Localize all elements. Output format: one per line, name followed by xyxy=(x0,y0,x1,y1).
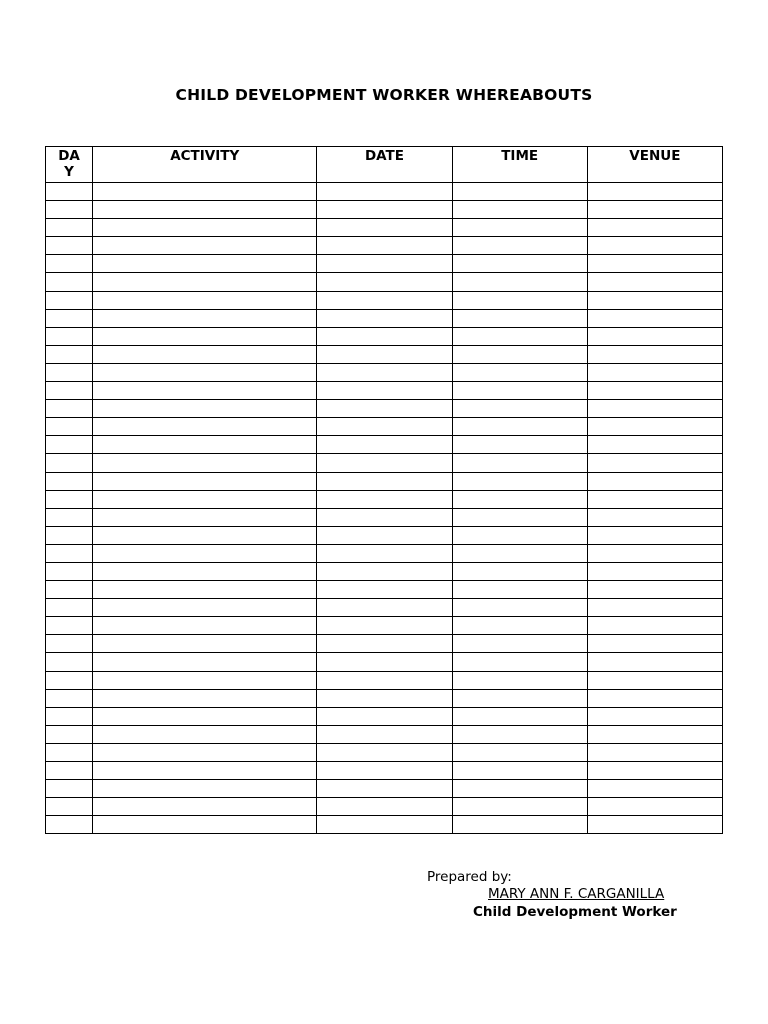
cell-venue[interactable] xyxy=(587,273,722,291)
cell-date[interactable] xyxy=(317,526,452,544)
cell-date[interactable] xyxy=(317,273,452,291)
cell-date[interactable] xyxy=(317,562,452,580)
cell-time[interactable] xyxy=(452,635,587,653)
cell-activity[interactable] xyxy=(93,436,317,454)
cell-time[interactable] xyxy=(452,436,587,454)
cell-date[interactable] xyxy=(317,436,452,454)
cell-day[interactable] xyxy=(46,816,93,834)
cell-day[interactable] xyxy=(46,219,93,237)
table-row xyxy=(46,798,723,816)
cell-activity[interactable] xyxy=(93,653,317,671)
cell-venue[interactable] xyxy=(587,671,722,689)
cell-time[interactable] xyxy=(452,201,587,219)
cell-venue[interactable] xyxy=(587,454,722,472)
header-day xyxy=(46,147,93,183)
cell-venue[interactable] xyxy=(587,689,722,707)
cell-venue[interactable] xyxy=(587,327,722,345)
cell-date[interactable] xyxy=(317,635,452,653)
cell-activity[interactable] xyxy=(93,816,317,834)
cell-time[interactable] xyxy=(452,273,587,291)
prepared-by-label: Prepared by: xyxy=(427,869,512,885)
cell-day[interactable] xyxy=(46,617,93,635)
cell-day[interactable] xyxy=(46,400,93,418)
table-row xyxy=(46,508,723,526)
cell-day[interactable] xyxy=(46,689,93,707)
cell-activity[interactable] xyxy=(93,780,317,798)
cell-date[interactable] xyxy=(317,617,452,635)
cell-activity[interactable] xyxy=(93,562,317,580)
table-row xyxy=(46,345,723,363)
cell-time[interactable] xyxy=(452,309,587,327)
cell-venue[interactable] xyxy=(587,309,722,327)
cell-day[interactable] xyxy=(46,544,93,562)
cell-date[interactable] xyxy=(317,201,452,219)
table-row xyxy=(46,219,723,237)
cell-day[interactable] xyxy=(46,345,93,363)
cell-day[interactable] xyxy=(46,581,93,599)
cell-venue[interactable] xyxy=(587,725,722,743)
cell-activity[interactable] xyxy=(93,418,317,436)
table-row xyxy=(46,490,723,508)
table-row xyxy=(46,400,723,418)
cell-date[interactable] xyxy=(317,237,452,255)
cell-date[interactable] xyxy=(317,599,452,617)
header-day-line2: Y xyxy=(64,164,74,180)
cell-activity[interactable] xyxy=(93,725,317,743)
cell-activity[interactable] xyxy=(93,762,317,780)
cell-venue[interactable] xyxy=(587,581,722,599)
cell-date[interactable] xyxy=(317,780,452,798)
cell-day[interactable] xyxy=(46,472,93,490)
cell-time[interactable] xyxy=(452,237,587,255)
table-row xyxy=(46,363,723,381)
cell-time[interactable] xyxy=(452,544,587,562)
cell-day[interactable] xyxy=(46,291,93,309)
header-activity: ACTIVITY xyxy=(93,147,317,183)
cell-date[interactable] xyxy=(317,183,452,201)
cell-day[interactable] xyxy=(46,273,93,291)
cell-time[interactable] xyxy=(452,707,587,725)
cell-date[interactable] xyxy=(317,816,452,834)
cell-venue[interactable] xyxy=(587,490,722,508)
cell-day[interactable] xyxy=(46,490,93,508)
cell-day[interactable] xyxy=(46,526,93,544)
cell-venue[interactable] xyxy=(587,436,722,454)
cell-activity[interactable] xyxy=(93,255,317,273)
header-day-line1: DA xyxy=(58,148,80,164)
table-row xyxy=(46,454,723,472)
cell-time[interactable] xyxy=(452,816,587,834)
table-row xyxy=(46,599,723,617)
cell-time[interactable] xyxy=(452,400,587,418)
cell-day[interactable] xyxy=(46,762,93,780)
cell-time[interactable] xyxy=(452,345,587,363)
cell-day[interactable] xyxy=(46,599,93,617)
cell-day[interactable] xyxy=(46,780,93,798)
cell-time[interactable] xyxy=(452,581,587,599)
cell-activity[interactable] xyxy=(93,581,317,599)
cell-venue[interactable] xyxy=(587,743,722,761)
cell-time[interactable] xyxy=(452,780,587,798)
cell-day[interactable] xyxy=(46,418,93,436)
cell-date[interactable] xyxy=(317,363,452,381)
table-row xyxy=(46,291,723,309)
cell-date[interactable] xyxy=(317,653,452,671)
cell-time[interactable] xyxy=(452,291,587,309)
cell-day[interactable] xyxy=(46,454,93,472)
cell-time[interactable] xyxy=(452,454,587,472)
cell-time[interactable] xyxy=(452,599,587,617)
preparer-name: MARY ANN F. CARGANILLA xyxy=(488,886,665,902)
cell-venue[interactable] xyxy=(587,617,722,635)
table-row xyxy=(46,183,723,201)
table-row xyxy=(46,780,723,798)
cell-day[interactable] xyxy=(46,653,93,671)
cell-venue[interactable] xyxy=(587,798,722,816)
cell-activity[interactable] xyxy=(93,363,317,381)
cell-date[interactable] xyxy=(317,255,452,273)
document-title: CHILD DEVELOPMENT WORKER WHEREABOUTS xyxy=(175,86,593,104)
table-row xyxy=(46,689,723,707)
cell-venue[interactable] xyxy=(587,707,722,725)
cell-date[interactable] xyxy=(317,544,452,562)
cell-date[interactable] xyxy=(317,725,452,743)
cell-day[interactable] xyxy=(46,201,93,219)
cell-date[interactable] xyxy=(317,382,452,400)
cell-venue[interactable] xyxy=(587,255,722,273)
cell-activity[interactable] xyxy=(93,273,317,291)
header-time: TIME xyxy=(452,147,587,183)
table-row xyxy=(46,526,723,544)
cell-day[interactable] xyxy=(46,237,93,255)
cell-time[interactable] xyxy=(452,255,587,273)
cell-venue[interactable] xyxy=(587,237,722,255)
cell-venue[interactable] xyxy=(587,780,722,798)
cell-activity[interactable] xyxy=(93,291,317,309)
table-row xyxy=(46,255,723,273)
cell-day[interactable] xyxy=(46,255,93,273)
cell-activity[interactable] xyxy=(93,671,317,689)
table-row xyxy=(46,472,723,490)
cell-date[interactable] xyxy=(317,762,452,780)
table-row xyxy=(46,544,723,562)
cell-time[interactable] xyxy=(452,743,587,761)
cell-day[interactable] xyxy=(46,183,93,201)
table-row xyxy=(46,273,723,291)
cell-date[interactable] xyxy=(317,219,452,237)
cell-venue[interactable] xyxy=(587,201,722,219)
cell-day[interactable] xyxy=(46,725,93,743)
cell-day[interactable] xyxy=(46,635,93,653)
cell-date[interactable] xyxy=(317,400,452,418)
cell-venue[interactable] xyxy=(587,508,722,526)
cell-day[interactable] xyxy=(46,363,93,381)
cell-activity[interactable] xyxy=(93,327,317,345)
cell-activity[interactable] xyxy=(93,219,317,237)
whereabouts-table xyxy=(45,146,723,834)
cell-activity[interactable] xyxy=(93,526,317,544)
cell-activity[interactable] xyxy=(93,382,317,400)
table-row xyxy=(46,237,723,255)
cell-activity[interactable] xyxy=(93,309,317,327)
table-header-row xyxy=(46,147,723,183)
cell-venue[interactable] xyxy=(587,183,722,201)
cell-venue[interactable] xyxy=(587,653,722,671)
cell-time[interactable] xyxy=(452,526,587,544)
table-row xyxy=(46,581,723,599)
cell-activity[interactable] xyxy=(93,183,317,201)
preparer-role: Child Development Worker xyxy=(473,904,677,920)
cell-venue[interactable] xyxy=(587,562,722,580)
cell-activity[interactable] xyxy=(93,345,317,363)
cell-time[interactable] xyxy=(452,798,587,816)
cell-day[interactable] xyxy=(46,798,93,816)
cell-date[interactable] xyxy=(317,327,452,345)
cell-venue[interactable] xyxy=(587,816,722,834)
cell-activity[interactable] xyxy=(93,472,317,490)
cell-venue[interactable] xyxy=(587,400,722,418)
cell-date[interactable] xyxy=(317,671,452,689)
cell-activity[interactable] xyxy=(93,454,317,472)
table-row xyxy=(46,562,723,580)
cell-time[interactable] xyxy=(452,418,587,436)
cell-activity[interactable] xyxy=(93,237,317,255)
cell-activity[interactable] xyxy=(93,508,317,526)
cell-time[interactable] xyxy=(452,327,587,345)
cell-day[interactable] xyxy=(46,327,93,345)
cell-day[interactable] xyxy=(46,309,93,327)
cell-venue[interactable] xyxy=(587,762,722,780)
cell-venue[interactable] xyxy=(587,345,722,363)
cell-venue[interactable] xyxy=(587,544,722,562)
table-row xyxy=(46,743,723,761)
table-row xyxy=(46,418,723,436)
cell-venue[interactable] xyxy=(587,526,722,544)
cell-activity[interactable] xyxy=(93,689,317,707)
cell-time[interactable] xyxy=(452,183,587,201)
cell-time[interactable] xyxy=(452,490,587,508)
cell-date[interactable] xyxy=(317,581,452,599)
cell-day[interactable] xyxy=(46,382,93,400)
table-row xyxy=(46,436,723,454)
table-row xyxy=(46,707,723,725)
cell-time[interactable] xyxy=(452,725,587,743)
cell-date[interactable] xyxy=(317,345,452,363)
cell-venue[interactable] xyxy=(587,363,722,381)
table-row xyxy=(46,762,723,780)
header-venue: VENUE xyxy=(587,147,722,183)
cell-day[interactable] xyxy=(46,508,93,526)
cell-venue[interactable] xyxy=(587,219,722,237)
cell-date[interactable] xyxy=(317,309,452,327)
cell-time[interactable] xyxy=(452,617,587,635)
cell-activity[interactable] xyxy=(93,599,317,617)
cell-time[interactable] xyxy=(452,508,587,526)
cell-activity[interactable] xyxy=(93,201,317,219)
table-body xyxy=(46,183,723,834)
table-row xyxy=(46,816,723,834)
header-date: DATE xyxy=(317,147,452,183)
cell-time[interactable] xyxy=(452,562,587,580)
cell-date[interactable] xyxy=(317,707,452,725)
cell-time[interactable] xyxy=(452,363,587,381)
cell-venue[interactable] xyxy=(587,472,722,490)
cell-date[interactable] xyxy=(317,689,452,707)
table-row xyxy=(46,382,723,400)
cell-time[interactable] xyxy=(452,762,587,780)
cell-activity[interactable] xyxy=(93,544,317,562)
cell-time[interactable] xyxy=(452,671,587,689)
table-row xyxy=(46,635,723,653)
cell-day[interactable] xyxy=(46,743,93,761)
cell-date[interactable] xyxy=(317,418,452,436)
cell-day[interactable] xyxy=(46,436,93,454)
cell-date[interactable] xyxy=(317,291,452,309)
cell-time[interactable] xyxy=(452,472,587,490)
cell-day[interactable] xyxy=(46,707,93,725)
cell-date[interactable] xyxy=(317,454,452,472)
cell-venue[interactable] xyxy=(587,599,722,617)
cell-venue[interactable] xyxy=(587,635,722,653)
cell-time[interactable] xyxy=(452,653,587,671)
cell-date[interactable] xyxy=(317,798,452,816)
table-row xyxy=(46,309,723,327)
cell-time[interactable] xyxy=(452,219,587,237)
table-row xyxy=(46,671,723,689)
cell-date[interactable] xyxy=(317,508,452,526)
cell-day[interactable] xyxy=(46,671,93,689)
cell-activity[interactable] xyxy=(93,798,317,816)
cell-venue[interactable] xyxy=(587,291,722,309)
cell-activity[interactable] xyxy=(93,707,317,725)
cell-activity[interactable] xyxy=(93,743,317,761)
cell-activity[interactable] xyxy=(93,400,317,418)
cell-activity[interactable] xyxy=(93,490,317,508)
cell-activity[interactable] xyxy=(93,617,317,635)
cell-venue[interactable] xyxy=(587,418,722,436)
cell-activity[interactable] xyxy=(93,635,317,653)
cell-time[interactable] xyxy=(452,382,587,400)
table-row xyxy=(46,327,723,345)
cell-day[interactable] xyxy=(46,562,93,580)
table-row xyxy=(46,653,723,671)
table-row xyxy=(46,725,723,743)
cell-venue[interactable] xyxy=(587,382,722,400)
cell-date[interactable] xyxy=(317,472,452,490)
cell-date[interactable] xyxy=(317,490,452,508)
cell-date[interactable] xyxy=(317,743,452,761)
table-row xyxy=(46,201,723,219)
table-row xyxy=(46,617,723,635)
cell-time[interactable] xyxy=(452,689,587,707)
